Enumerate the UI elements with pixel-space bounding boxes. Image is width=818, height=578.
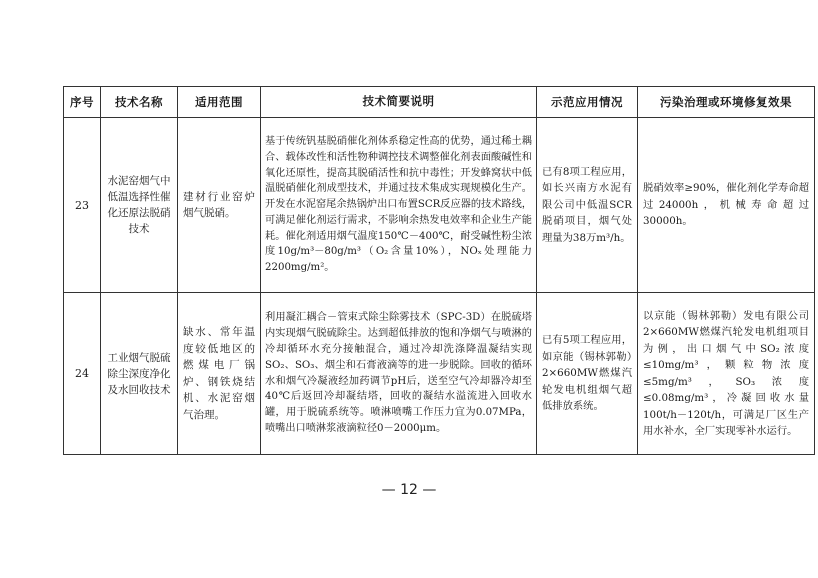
table-row: [64, 118, 815, 293]
cell-tech-name: 水泥窑烟气中低温选择性催化还原法脱硝技术: [101, 118, 178, 293]
header-application: 示范应用情况: [537, 87, 638, 118]
table-row: [64, 293, 815, 455]
header-effect: 污染治理或环境修复效果: [638, 87, 815, 118]
cell-serial-no: 23: [64, 118, 101, 293]
cell-serial-no: 24: [64, 293, 101, 455]
cell-scope: 建材行业窑炉烟气脱硝。: [178, 118, 261, 293]
table-header-row: [64, 87, 815, 118]
technology-table: [63, 86, 815, 455]
cell-application: 已有5项工程应用，如京能（锡林郭勒）2×660MW燃煤汽轮发电机组烟气超低排放系统。: [537, 293, 638, 455]
cell-application: 已有8项工程应用，如长兴南方水泥有限公司中低温SCR脱硝项目，烟气处理量为38万m³/h。: [537, 118, 638, 293]
header-scope: 适用范围: [178, 87, 261, 118]
header-description: 技术简要说明: [261, 87, 537, 118]
cell-effect: 以京能（锡林郭勒）发电有限公司2×660MW燃煤汽轮发电机组项目为例，出口烟气中SO₂浓度≤10mg/m³，颗粒物浓度≤5mg/m³，SO₃浓度≤0.08mg/m³，冷凝回收水量100t/h－120t/h，可满足厂区生产用水补水，全厂实现零补水运行。: [638, 293, 815, 455]
cell-description: 基于传统钒基脱硝催化剂体系稳定性高的优势，通过稀土耦合、载体改性和活性物种调控技术调整催化剂表面酸碱性和氧化还原性，提高其脱硝活性和抗中毒性；开发蜂窝状中低温脱硝催化剂成型技术，并通过技术集成实现规模化生产。开发在水泥窑尾余热锅炉出口布置SCR反应器的技术路线，可满足催化剂运行需求，不影响余热发电效率和企业生产能耗。催化剂适用烟气温度150℃－400℃，耐受碱性粉尘浓度10g/m³－80g/m³（O₂含量10%），NOₓ处理能力2200mg/m²。: [261, 118, 537, 293]
header-tech-name: 技术名称: [101, 87, 178, 118]
cell-effect: 脱硝效率≥90%，催化剂化学寿命超过24000h，机械寿命超过30000h。: [638, 118, 815, 293]
cell-tech-name: 工业烟气脱硫除尘深度净化及水回收技术: [101, 293, 178, 455]
header-serial-no: 序号: [64, 87, 101, 118]
cell-description: 利用凝汇耦合－管束式除尘除雾技术（SPC-3D）在脱硫塔内实现烟气脱硫除尘。达到超低排放的饱和净烟气与喷淋的冷却循环水充分接触混合，通过冷却洗涤降温凝结实现SO₂、SO₃、烟尘和石膏液滴等的进一步脱除。回收的循环水和烟气冷凝液经加药调节pH后，送至空气冷却器冷却至40℃后返回冷却凝结塔，回收的凝结水溢流进入回收水罐，用于脱硫系统等。喷淋喷嘴工作压力宜为0.07MPa，喷嘴出口喷淋浆液滴粒径0－2000μm。: [261, 293, 537, 455]
page-number: — 12 —: [381, 482, 437, 498]
cell-scope: 缺水、常年温度较低地区的燃煤电厂锅炉、钢铁烧结机、水泥窑烟气治理。: [178, 293, 261, 455]
